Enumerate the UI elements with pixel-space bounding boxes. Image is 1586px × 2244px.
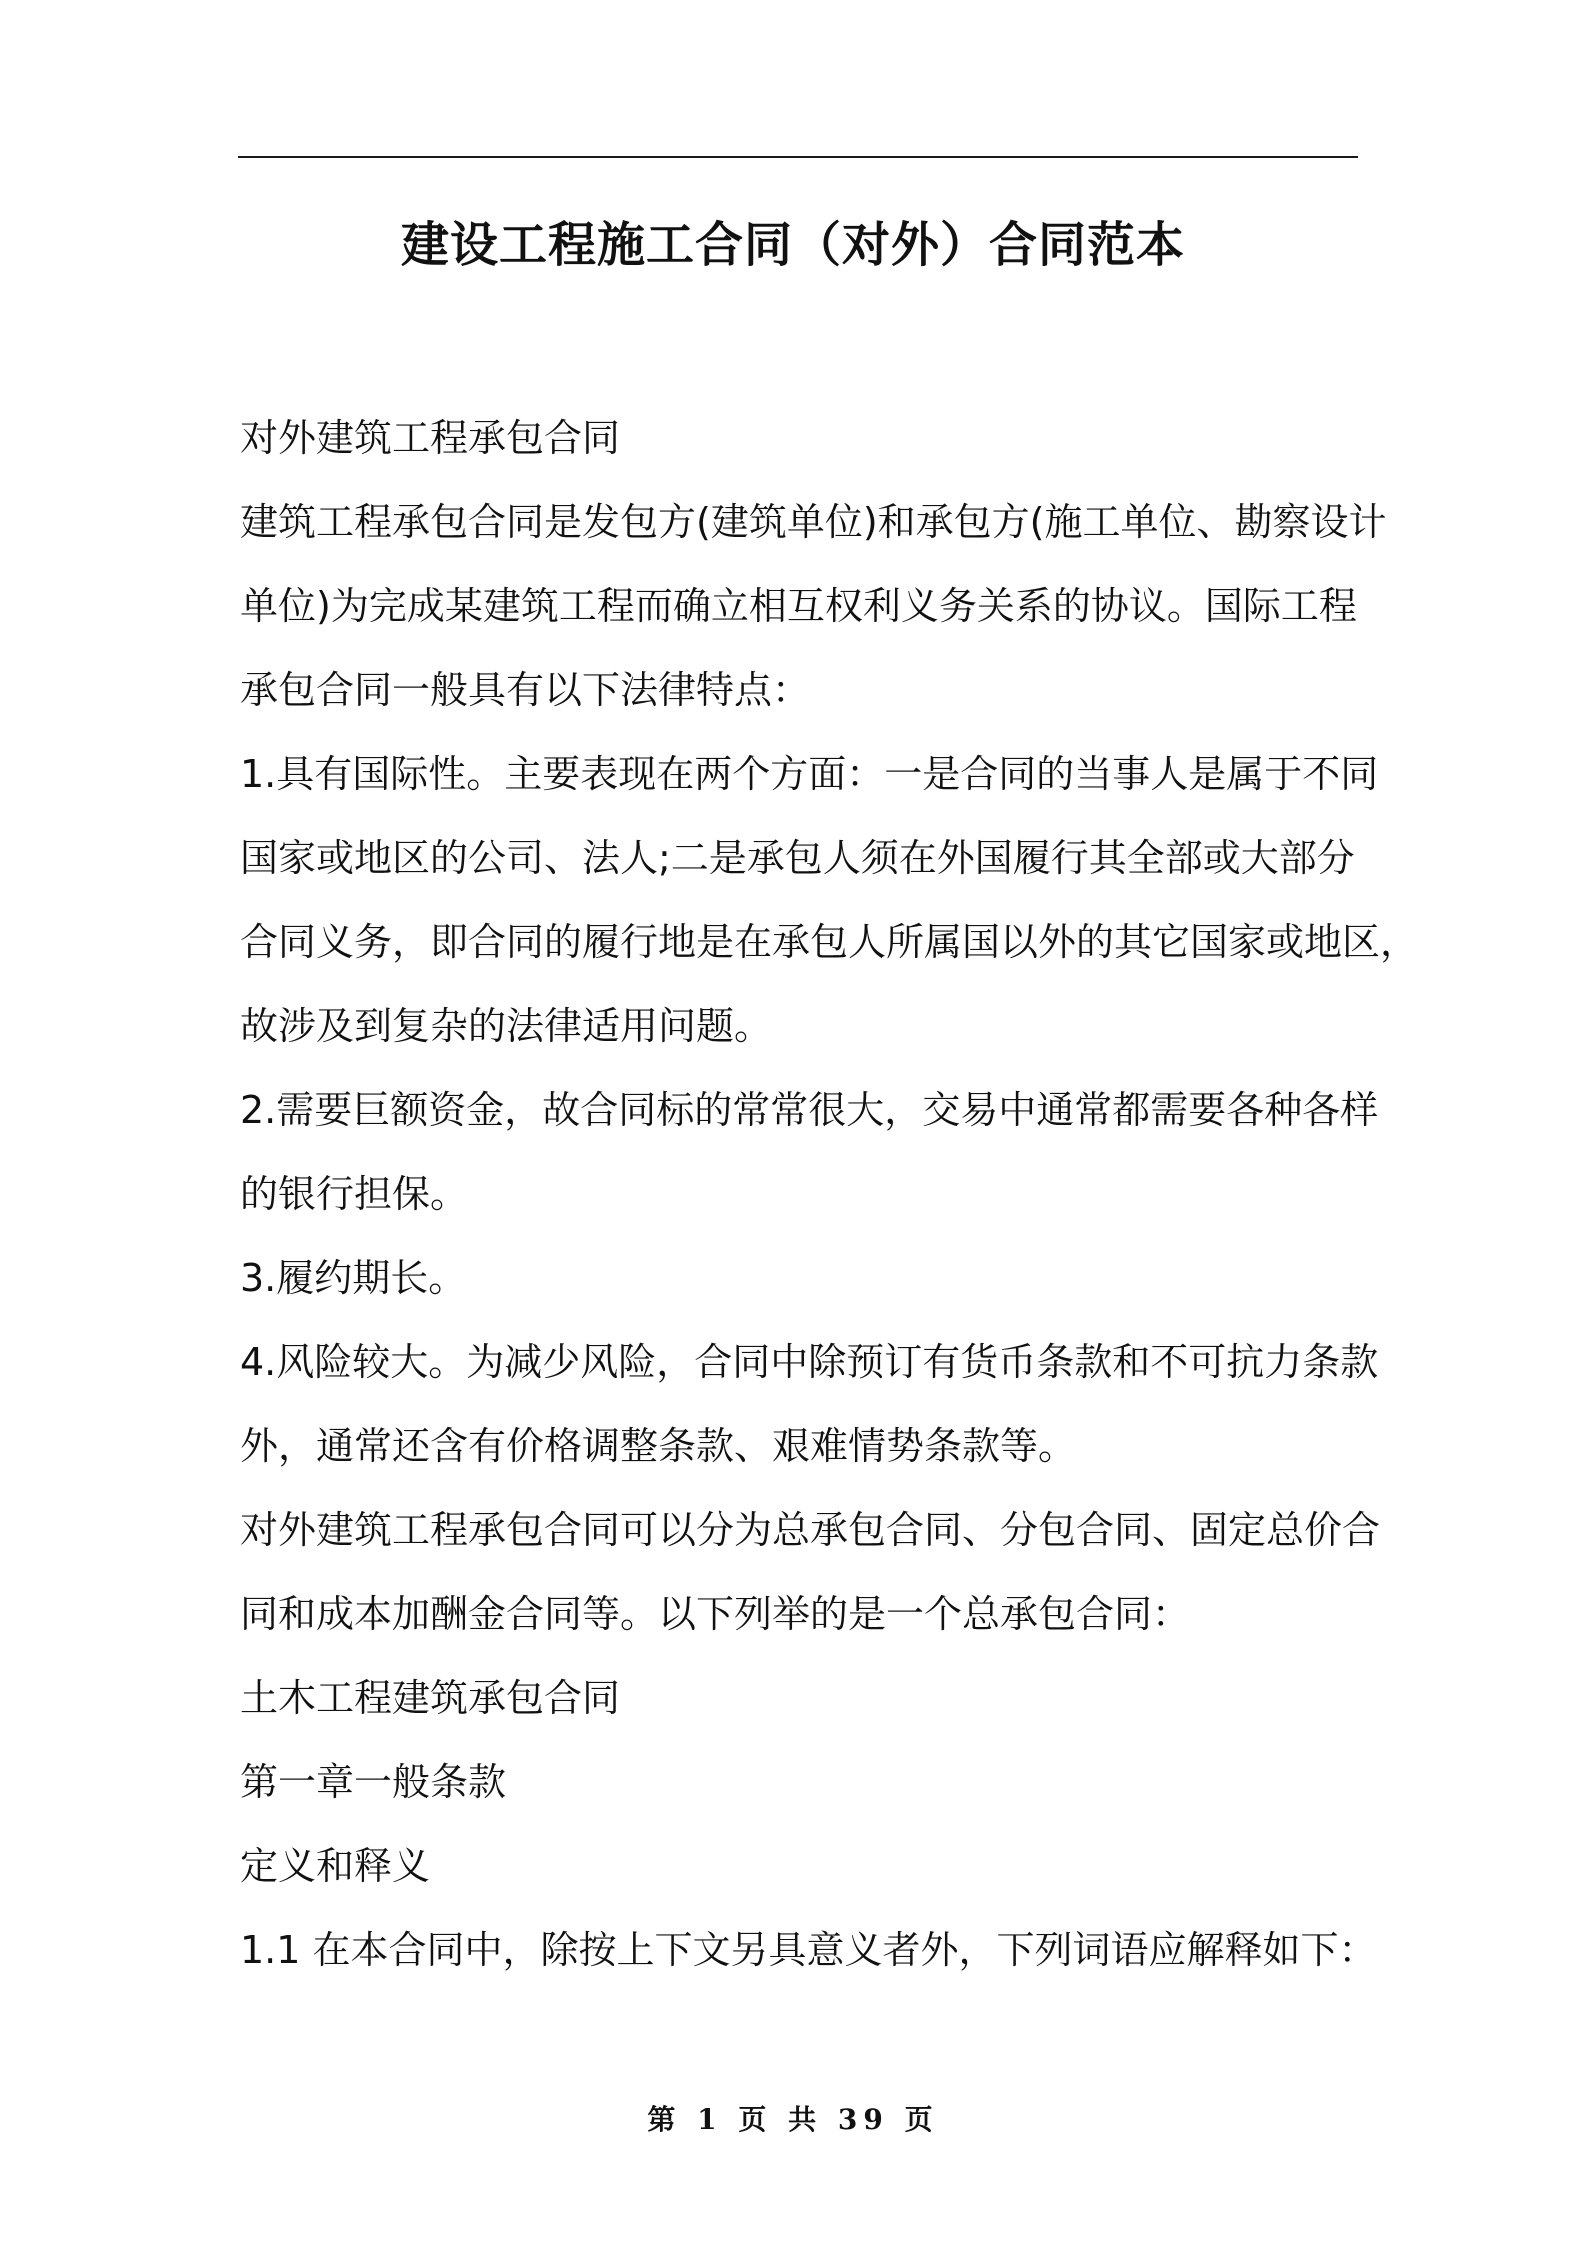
- body-line: 单位)为完成某建筑工程而确立相互权利义务关系的协议。国际工程: [240, 584, 1357, 628]
- body-line: 土木工程建筑承包合同: [240, 1676, 621, 1720]
- body-line: 合同义务，即合同的履行地是在承包人所属国以外的其它国家或地区，: [240, 920, 1419, 964]
- body-line: 3.履约期长。: [240, 1256, 467, 1300]
- body-line: 对外建筑工程承包合同: [240, 416, 621, 460]
- body-line: 第一章一般条款: [240, 1760, 507, 1804]
- body-line: 承包合同一般具有以下法律特点：: [240, 668, 811, 712]
- body-line: 2.需要巨额资金，故合同标的常常很大，交易中通常都需要各种各样: [240, 1088, 1379, 1132]
- body-line: 外，通常还含有价格调整条款、艰难情势条款等。: [240, 1424, 1077, 1468]
- body-line: 1.具有国际性。主要表现在两个方面：一是合同的当事人是属于不同: [240, 752, 1379, 796]
- body-line: 4.风险较大。为减少风险，合同中除预订有货币条款和不可抗力条款: [240, 1340, 1379, 1384]
- document-title: 建设工程施工合同（对外）合同范本: [400, 217, 1185, 273]
- body-line: 1.1 在本合同中，除按上下文另具意义者外，下列词语应解释如下：: [240, 1928, 1377, 1972]
- body-line: 国家或地区的公司、法人;二是承包人须在外国履行其全部或大部分: [240, 836, 1355, 880]
- body-line: 故涉及到复杂的法律适用问题。: [240, 1004, 773, 1048]
- page-number: 第 1 页 共 39 页: [647, 2103, 939, 2136]
- header-rule: [238, 156, 1358, 158]
- body-line: 同和成本加酬金合同等。以下列举的是一个总承包合同：: [240, 1592, 1191, 1636]
- body-line: 建筑工程承包合同是发包方(建筑单位)和承包方(施工单位、勘察设计: [240, 500, 1387, 544]
- body-line: 定义和释义: [240, 1844, 431, 1888]
- body-line: 的银行担保。: [240, 1172, 469, 1216]
- body-line: 对外建筑工程承包合同可以分为总承包合同、分包合同、固定总价合: [240, 1508, 1381, 1552]
- document-body: [240, 396, 1419, 1992]
